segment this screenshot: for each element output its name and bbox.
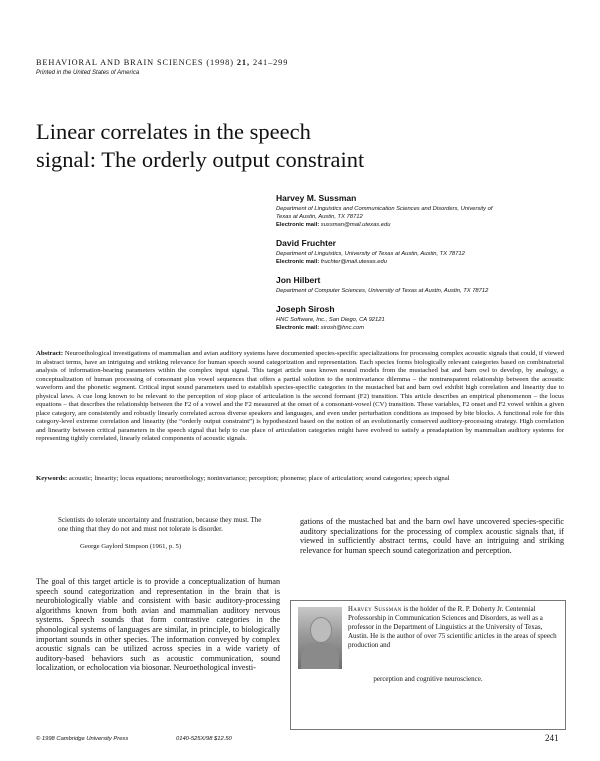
- email-label: Electronic mail:: [276, 222, 320, 228]
- author-entry: [276, 238, 496, 266]
- author-name: David Fruchter: [276, 238, 336, 248]
- bio-text: is the holder of the R. P. Doherty Jr. Centennial Professorship in Communication Sciences and Disorders, as well as a professor in the Department of Linguistics at the University of Texas, Austin. He is the author of over 75 scientific articles in the areas of speech production and: [348, 605, 557, 650]
- page-number: 241: [545, 733, 559, 743]
- author-affiliation: HNC Software, Inc., San Diego, CA 92121: [276, 317, 385, 323]
- author-block: [276, 193, 496, 341]
- body-text-right-column: gations of the mustached bat and the barn owl have uncovered species-specific auditory specializations for the processing of complex acoustic signals that, if viewed in sufficiently abstract terms, could have an intriguing and striking relevance for human speech sound categorization and perception.: [300, 517, 564, 555]
- author-email-line: [276, 221, 496, 229]
- abstract: [36, 350, 564, 444]
- journal-name: BEHAVIORAL AND BRAIN SCIENCES (1998): [36, 58, 234, 67]
- author-photo: [298, 607, 342, 669]
- journal-volume: 21,: [236, 58, 250, 67]
- author-bio-tail: perception and cognitive neuroscience.: [373, 675, 483, 683]
- author-email-line: [276, 258, 496, 266]
- author-entry: [276, 275, 496, 295]
- issn-code: 0140-525X/98 $12.50: [176, 736, 232, 742]
- keywords-text: acoustic; linearity; locus equations; neuroethology; noninvariance; perception; phoneme; place of articulation; sound categories; speech signal: [68, 475, 450, 482]
- keywords-label: Keywords:: [36, 475, 68, 482]
- author-name: Jon Hilbert: [276, 275, 321, 285]
- abstract-label: Abstract:: [36, 350, 64, 357]
- printed-note: Printed in the United States of America: [36, 70, 140, 76]
- email-label: Electronic mail:: [276, 259, 320, 265]
- author-email[interactable]: sussman@mail.utexas.edu: [320, 222, 391, 228]
- author-entry: [276, 304, 496, 332]
- author-affiliation: Department of Linguistics, University of Texas at Austin, Austin, TX 78712: [276, 251, 465, 257]
- author-entry: [276, 193, 496, 229]
- author-name: Joseph Sirosh: [276, 304, 335, 314]
- copyright: © 1998 Cambridge University Press: [36, 736, 129, 742]
- journal-pages: 241–299: [252, 58, 289, 67]
- title-line-2: signal: The orderly output constraint: [36, 147, 365, 172]
- author-email[interactable]: fruchter@mail.utexas.edu: [320, 259, 387, 265]
- author-email[interactable]: sirosh@hnc.com: [320, 325, 365, 331]
- author-affiliation: Department of Computer Sciences, University of Texas at Austin, Austin, TX 78712: [276, 288, 489, 294]
- journal-header: [36, 58, 288, 67]
- title-line-1: Linear correlates in the speech: [36, 119, 311, 144]
- photo-shoulders-shape: [301, 643, 339, 669]
- author-affiliation: Department of Linguistics and Communication Sciences and Disorders, University of Texas at Austin, Austin, TX 78712: [276, 206, 493, 220]
- author-name: Harvey M. Sussman: [276, 193, 357, 203]
- abstract-text: Neuroethological investigations of mammalian and avian auditory systems have documented species-specific specializations for processing complex acoustic signals that could, if viewed in abstract terms, have an intriguing and striking relevance for human speech sound categorization and representation. Each species forms biologically relevant categories based on combinatorial analysis of information-bearing parameters within the complex input signal. This target article uses known neural models from the mustached bat and barn owl to develop, by analogy, a conceptualization of human processing of consonant plus vowel sequences that offers a partial solution to the noninvariance dilemma – the nontransparent relationship between the acoustic waveform and the phonetic segment. Critical input sound parameters used to establish species-specific categories in the mustached bat and barn owl exhibit high correlation and linearity due to physical laws. A cue long known to be relevant to the perception of stop place of articulation is the second formant (F2) transition. This article describes an empirical phenomenon – the locus equations – that describes the relationship between the F2 of a vowel and the F2 measured at the onset of a consonant-vowel (CV) transition. These variables, F2 onset and F2 vowel within a given place category, are consistently and robustly linearly correlated across diverse speakers and languages, and even under perturbation conditions as imposed by bite blocks. A functional role for this category-level extreme correlation and linearity (the “orderly output constraint”) is hypothesized based on the notion of an evolutionarily conserved auditory-processing strategy. High correlation and linearity between critical parameters in the speech signal that help to cue place of articulation categories might have evolved to satisfy a preadaptation by mammalian auditory systems for representing tightly correlated, linearly related components of acoustic signals.: [36, 350, 564, 443]
- epigraph-quote: Scientists do tolerate uncertainty and frustration, because they must. The one thing that they do not and must not tolerate is disorder.: [58, 516, 262, 533]
- epigraph-source: George Gaylord Simpson (1961, p. 5): [80, 543, 182, 550]
- author-email-line: [276, 324, 496, 332]
- keywords: [36, 475, 564, 484]
- bio-name: Harvey Sussman: [348, 606, 402, 613]
- email-label: Electronic mail:: [276, 325, 320, 331]
- body-text-left-column: The goal of this target article is to provide a conceptualization of human speech sound categorization and representation in the brain that is neurobiologically viable and consistent with basic auditory-processing algorithms known from both avian and mammalian auditory nervous systems. Speech sounds that form contrastive categories in the phonological systems of languages are similar, in principle, to biologically important sounds in other species. The information conveyed by complex acoustic signals can be utilized across species in a wide variety of auditory-based behaviors such as acoustic communication, sound localization, or echolocation via biosonar. Neuroethological investi-: [36, 577, 280, 673]
- photo-head-shape: [310, 617, 332, 643]
- article-title: [36, 118, 456, 174]
- author-bio: [348, 605, 558, 650]
